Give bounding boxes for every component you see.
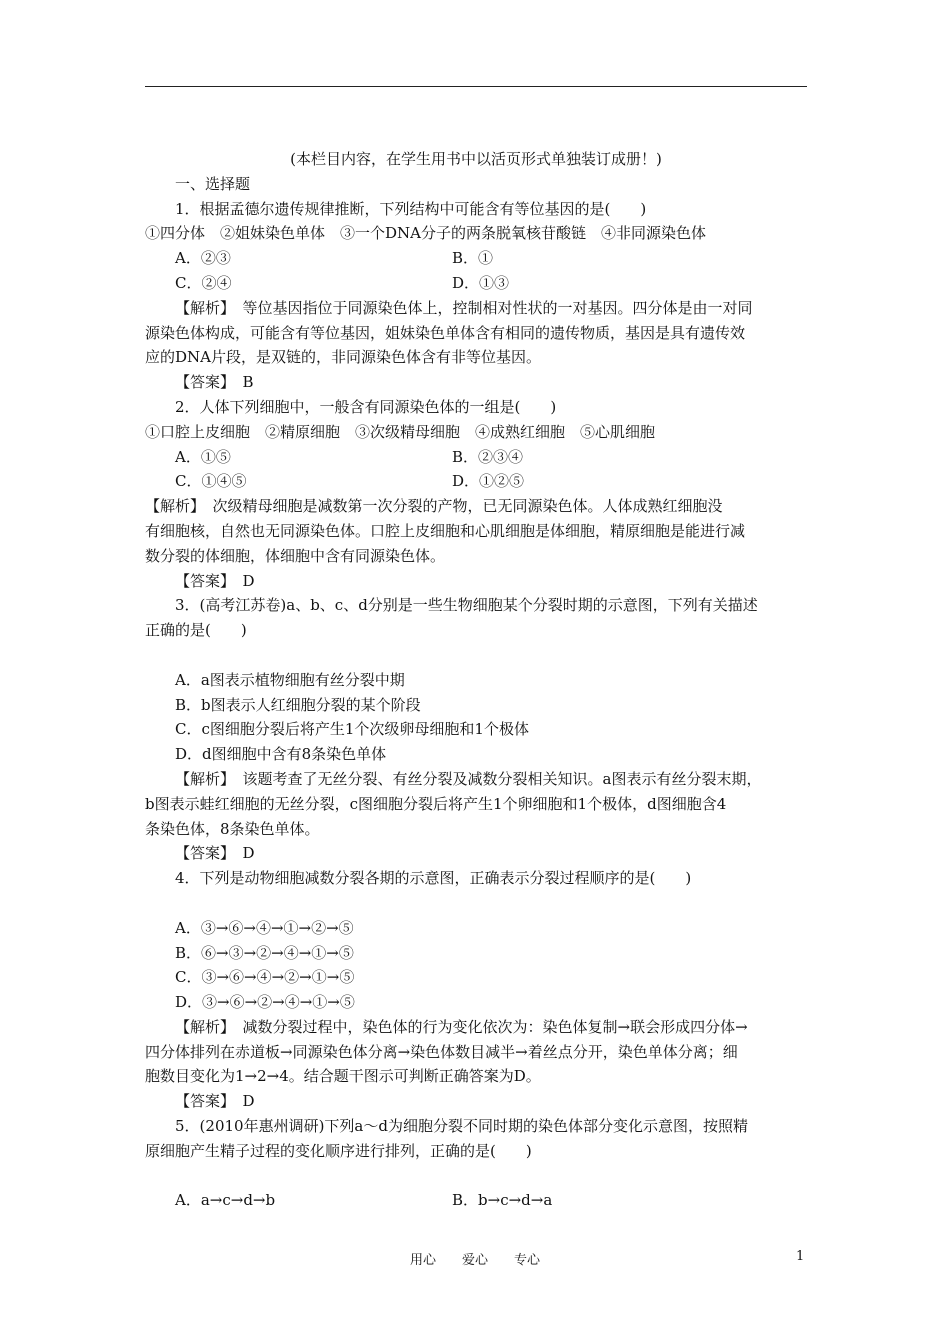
q3-figure-space bbox=[145, 643, 807, 668]
q3-stem-line-2: 正确的是( ) bbox=[145, 621, 247, 640]
q1-option-d: D．①③ bbox=[452, 273, 510, 292]
q3-option-c: C．c图细胞分裂后将产生1个次级卵母细胞和1个极体 bbox=[175, 720, 529, 739]
header-rule bbox=[145, 86, 807, 87]
q2-options-row-1 bbox=[145, 445, 807, 470]
q3-analysis-line-2: b图表示蛙红细胞的无丝分裂，c图细胞分裂后将产生1个卵细胞和1个极体，d图细胞含4 bbox=[145, 794, 727, 813]
q2-stem: 2．人体下列细胞中，一般含有同源染色体的一组是( ) bbox=[175, 397, 557, 416]
q5-option-a: A．a→c→d→b bbox=[175, 1191, 276, 1210]
q4-analysis-line-2: 四分体排列在赤道板→同源染色体分离→染色体数目减半→着丝点分开，染色单体分离；细 bbox=[145, 1042, 738, 1061]
q2-option-c: C．①④⑤ bbox=[175, 472, 247, 491]
q2-option-a: A．①⑤ bbox=[175, 447, 231, 466]
q3-answer: 【答案】 D bbox=[175, 844, 255, 863]
q1-options-row-1 bbox=[145, 246, 807, 271]
q1-option-a: A．②③ bbox=[175, 249, 231, 268]
q4-stem: 4．下列是动物细胞减数分裂各期的示意图，正确表示分裂过程顺序的是( ) bbox=[175, 869, 692, 888]
q2-analysis-line-3: 数分裂的体细胞，体细胞中含有同源染色体。 bbox=[145, 546, 446, 565]
q5-stem-line-1: 5．(2010年惠州调研)下列a～d为细胞分裂不同时期的染色体部分变化示意图，按照精 bbox=[175, 1117, 748, 1136]
q3-analysis-line-1: 【解析】 该题考查了无丝分裂、有丝分裂及减数分裂相关知识。a图表示有丝分裂末期， bbox=[175, 769, 762, 788]
section-title: 一、选择题 bbox=[175, 174, 251, 193]
q1-option-b: B．① bbox=[452, 249, 494, 268]
document-body bbox=[145, 147, 807, 1213]
q2-analysis-line-1: 【解析】 次级精母细胞是减数第一次分裂的产物，已无同源染色体。人体成熟红细胞没 bbox=[145, 497, 723, 516]
q4-analysis-line-1: 【解析】 减数分裂过程中，染色体的行为变化依次为：染色体复制→联会形成四分体→ bbox=[175, 1017, 748, 1036]
q2-items: ①口腔上皮细胞 ②精原细胞 ③次级精母细胞 ④成熟红细胞 ⑤心肌细胞 bbox=[145, 422, 656, 441]
q4-option-c: C．③→⑥→④→②→①→⑤ bbox=[175, 968, 355, 987]
q4-option-b: B．⑥→③→②→④→①→⑤ bbox=[175, 943, 354, 962]
q3-stem-line-1: 3．(高考江苏卷)a、b、c、d分别是一些生物细胞某个分裂时期的示意图，下列有关描述 bbox=[175, 596, 758, 615]
q3-option-d: D．d图细胞中含有8条染色单体 bbox=[175, 745, 387, 764]
binding-note: (本栏目内容，在学生用书中以活页形式单独装订成册！) bbox=[290, 150, 662, 168]
footer-motto: 用心 爱心 专心 bbox=[409, 1253, 540, 1268]
q2-analysis-line-2: 有细胞核，自然也无同源染色体。口腔上皮细胞和心肌细胞是体细胞，精原细胞是能进行减 bbox=[145, 521, 746, 540]
q5-figure-space bbox=[145, 1164, 807, 1189]
q2-option-d: D．①②⑤ bbox=[452, 472, 525, 491]
q1-items: ①四分体 ②姐妹染色单体 ③一个DNA分子的两条脱氧核苷酸链 ④非同源染色体 bbox=[145, 224, 706, 243]
q5-options-row-1 bbox=[145, 1188, 807, 1213]
q1-option-c: C．②④ bbox=[175, 273, 232, 292]
q1-options-row-2 bbox=[145, 271, 807, 296]
q4-figure-space bbox=[145, 891, 807, 916]
q2-option-b: B．②③④ bbox=[452, 447, 524, 466]
q1-answer: 【答案】 B bbox=[175, 373, 254, 392]
q1-stem: 1．根据孟德尔遗传规律推断，下列结构中可能含有等位基因的是( ) bbox=[175, 199, 647, 218]
q1-analysis-line-1: 【解析】 等位基因指位于同源染色体上，控制相对性状的一对基因。四分体是由一对同 bbox=[175, 298, 753, 317]
q3-option-a: A．a图表示植物细胞有丝分裂中期 bbox=[175, 670, 405, 689]
q4-answer: 【答案】 D bbox=[175, 1092, 255, 1111]
q5-option-b: B．b→c→d→a bbox=[452, 1191, 553, 1210]
page-number: 1 bbox=[796, 1249, 805, 1264]
page-footer bbox=[0, 1249, 950, 1269]
q1-analysis-line-3: 应的DNA片段，是双链的，非同源染色体含有非等位基因。 bbox=[145, 348, 541, 367]
q4-option-a: A．③→⑥→④→①→②→⑤ bbox=[175, 918, 354, 937]
q1-analysis-line-2: 源染色体构成，可能含有等位基因，姐妹染色单体含有相同的遗传物质，基因是具有遗传效 bbox=[145, 323, 746, 342]
q4-analysis-line-3: 胞数目变化为1→2→4。结合题干图示可判断正确答案为D。 bbox=[145, 1067, 541, 1086]
q5-stem-line-2: 原细胞产生精子过程的变化顺序进行排列，正确的是( ) bbox=[145, 1141, 532, 1160]
q2-answer: 【答案】 D bbox=[175, 571, 255, 590]
q4-option-d: D．③→⑥→②→④→①→⑤ bbox=[175, 993, 355, 1012]
q3-option-b: B．b图表示人红细胞分裂的某个阶段 bbox=[175, 695, 421, 714]
q2-options-row-2 bbox=[145, 469, 807, 494]
q3-analysis-line-3: 条染色体，8条染色单体。 bbox=[145, 819, 320, 838]
